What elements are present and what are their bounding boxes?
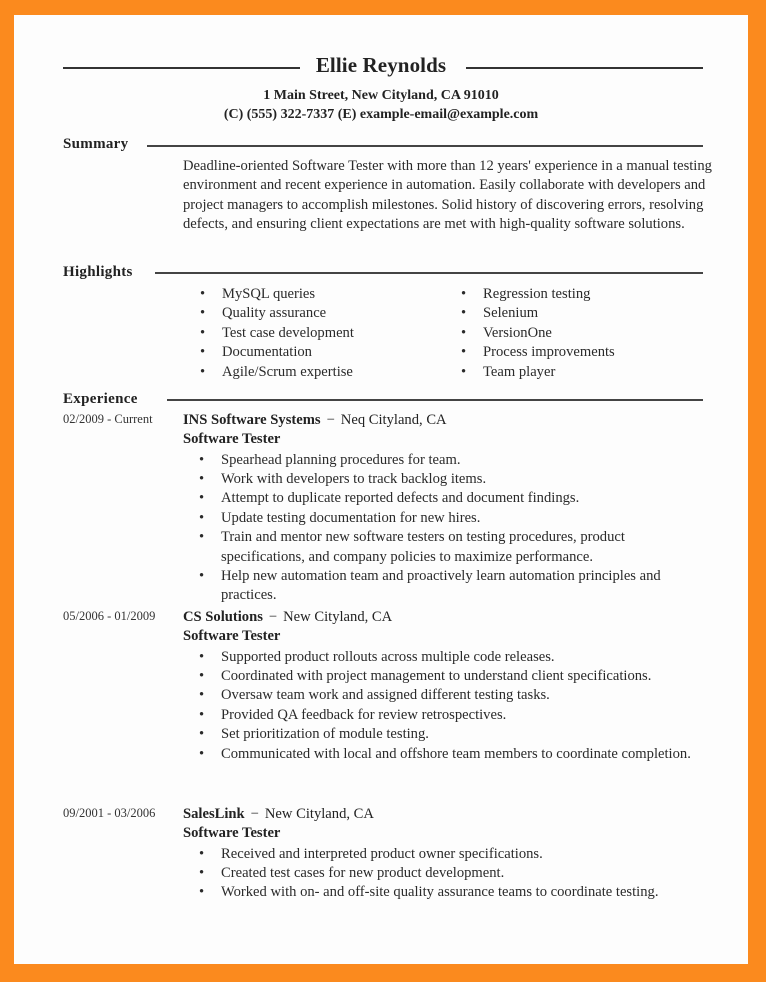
job-title: Software Tester [183,628,281,644]
job-separator: − [326,412,335,428]
job-bullet: • Work with developers to track backlog items. [199,470,704,489]
job-separator: − [268,609,278,625]
job-bullets [199,451,704,606]
job-bullet: • Spearhead planning procedures for team. [199,451,704,470]
job-bullet: • Update testing documentation for new hires. [199,509,704,528]
job-location: New Cityland, CA [264,806,374,822]
experience-rule [167,399,703,401]
highlight-item: • Regression testing [461,285,615,304]
job-bullet: • Created test cases for new product development. [199,864,704,883]
job-location: New Cityland, CA [283,609,393,625]
resume-page [14,15,748,964]
job-company: INS Software Systems [183,412,321,428]
job-dates: 02/2009 - Current [63,412,153,426]
job-company: CS Solutions [183,609,263,625]
job-title: Software Tester [183,825,281,841]
highlight-item: • Agile/Scrum expertise [200,363,354,382]
job-bullets [199,845,704,903]
job-bullet: • Coordinated with project management to understand client specifications. [199,667,704,686]
job-header [183,609,392,626]
job-bullet: • Received and interpreted product owner specifications. [199,845,704,864]
highlight-item: • Process improvements [461,343,615,362]
job-dates: 05/2006 - 01/2009 [63,609,156,623]
job-bullet: • Supported product rollouts across multiple code releases. [199,648,704,667]
job-dates: 09/2001 - 03/2006 [63,806,156,820]
job-company: SalesLink [183,806,245,822]
job-bullet: • Communicated with local and offshore team members to coordinate completion. [199,745,704,764]
candidate-name: Ellie Reynolds [315,53,447,77]
job-separator: − [250,806,259,822]
job-bullet: • Help new automation team and proactively learn automation principles and practices. [199,567,704,606]
job-bullet: • Train and mentor new software testers on testing procedures, product specifications, and company policies to maximize performance. [199,528,704,567]
job-bullet: • Attempt to duplicate reported defects and document findings. [199,489,704,508]
summary-rule [147,145,703,147]
job-bullets [199,648,704,764]
highlight-item: • Quality assurance [200,304,354,323]
section-title-highlights: Highlights [63,264,133,280]
contact-info: (C) (555) 322-7337 (E) example-email@example.com [223,107,539,122]
highlights-rule [155,272,703,274]
job-bullet: • Oversaw team work and assigned different testing tasks. [199,686,704,705]
section-title-summary: Summary [63,136,129,152]
job-bullet: • Worked with on- and off-site quality assurance teams to coordinate testing. [199,883,704,902]
section-title-experience: Experience [63,391,138,407]
highlights-list-right [461,285,615,382]
address: 1 Main Street, New Cityland, CA 91010 [263,88,499,103]
job-location: Neq Cityland, CA [340,412,447,428]
highlight-item: • Team player [461,363,615,382]
highlight-item: • MySQL queries [200,285,354,304]
summary-text: Deadline-oriented Software Tester with more than 12 years' experience in a manual testing environment and recent experience in automation. Easily collaborate with developers and project managers to accomplish milestones. Solid history of discovering errors, resolving defects, and ensuring client expectations are met with high-quality software solutions. [183,158,712,233]
highlight-item: • Selenium [461,304,615,323]
job-bullet: • Provided QA feedback for review retrospectives. [199,706,704,725]
job-header [183,806,374,823]
highlights-list-left [200,285,354,382]
highlight-item: • VersionOne [461,324,615,343]
job-bullet: • Set prioritization of module testing. [199,725,704,744]
highlight-item: • Documentation [200,343,354,362]
job-header [183,412,447,429]
job-title: Software Tester [183,431,281,447]
highlight-item: • Test case development [200,324,354,343]
